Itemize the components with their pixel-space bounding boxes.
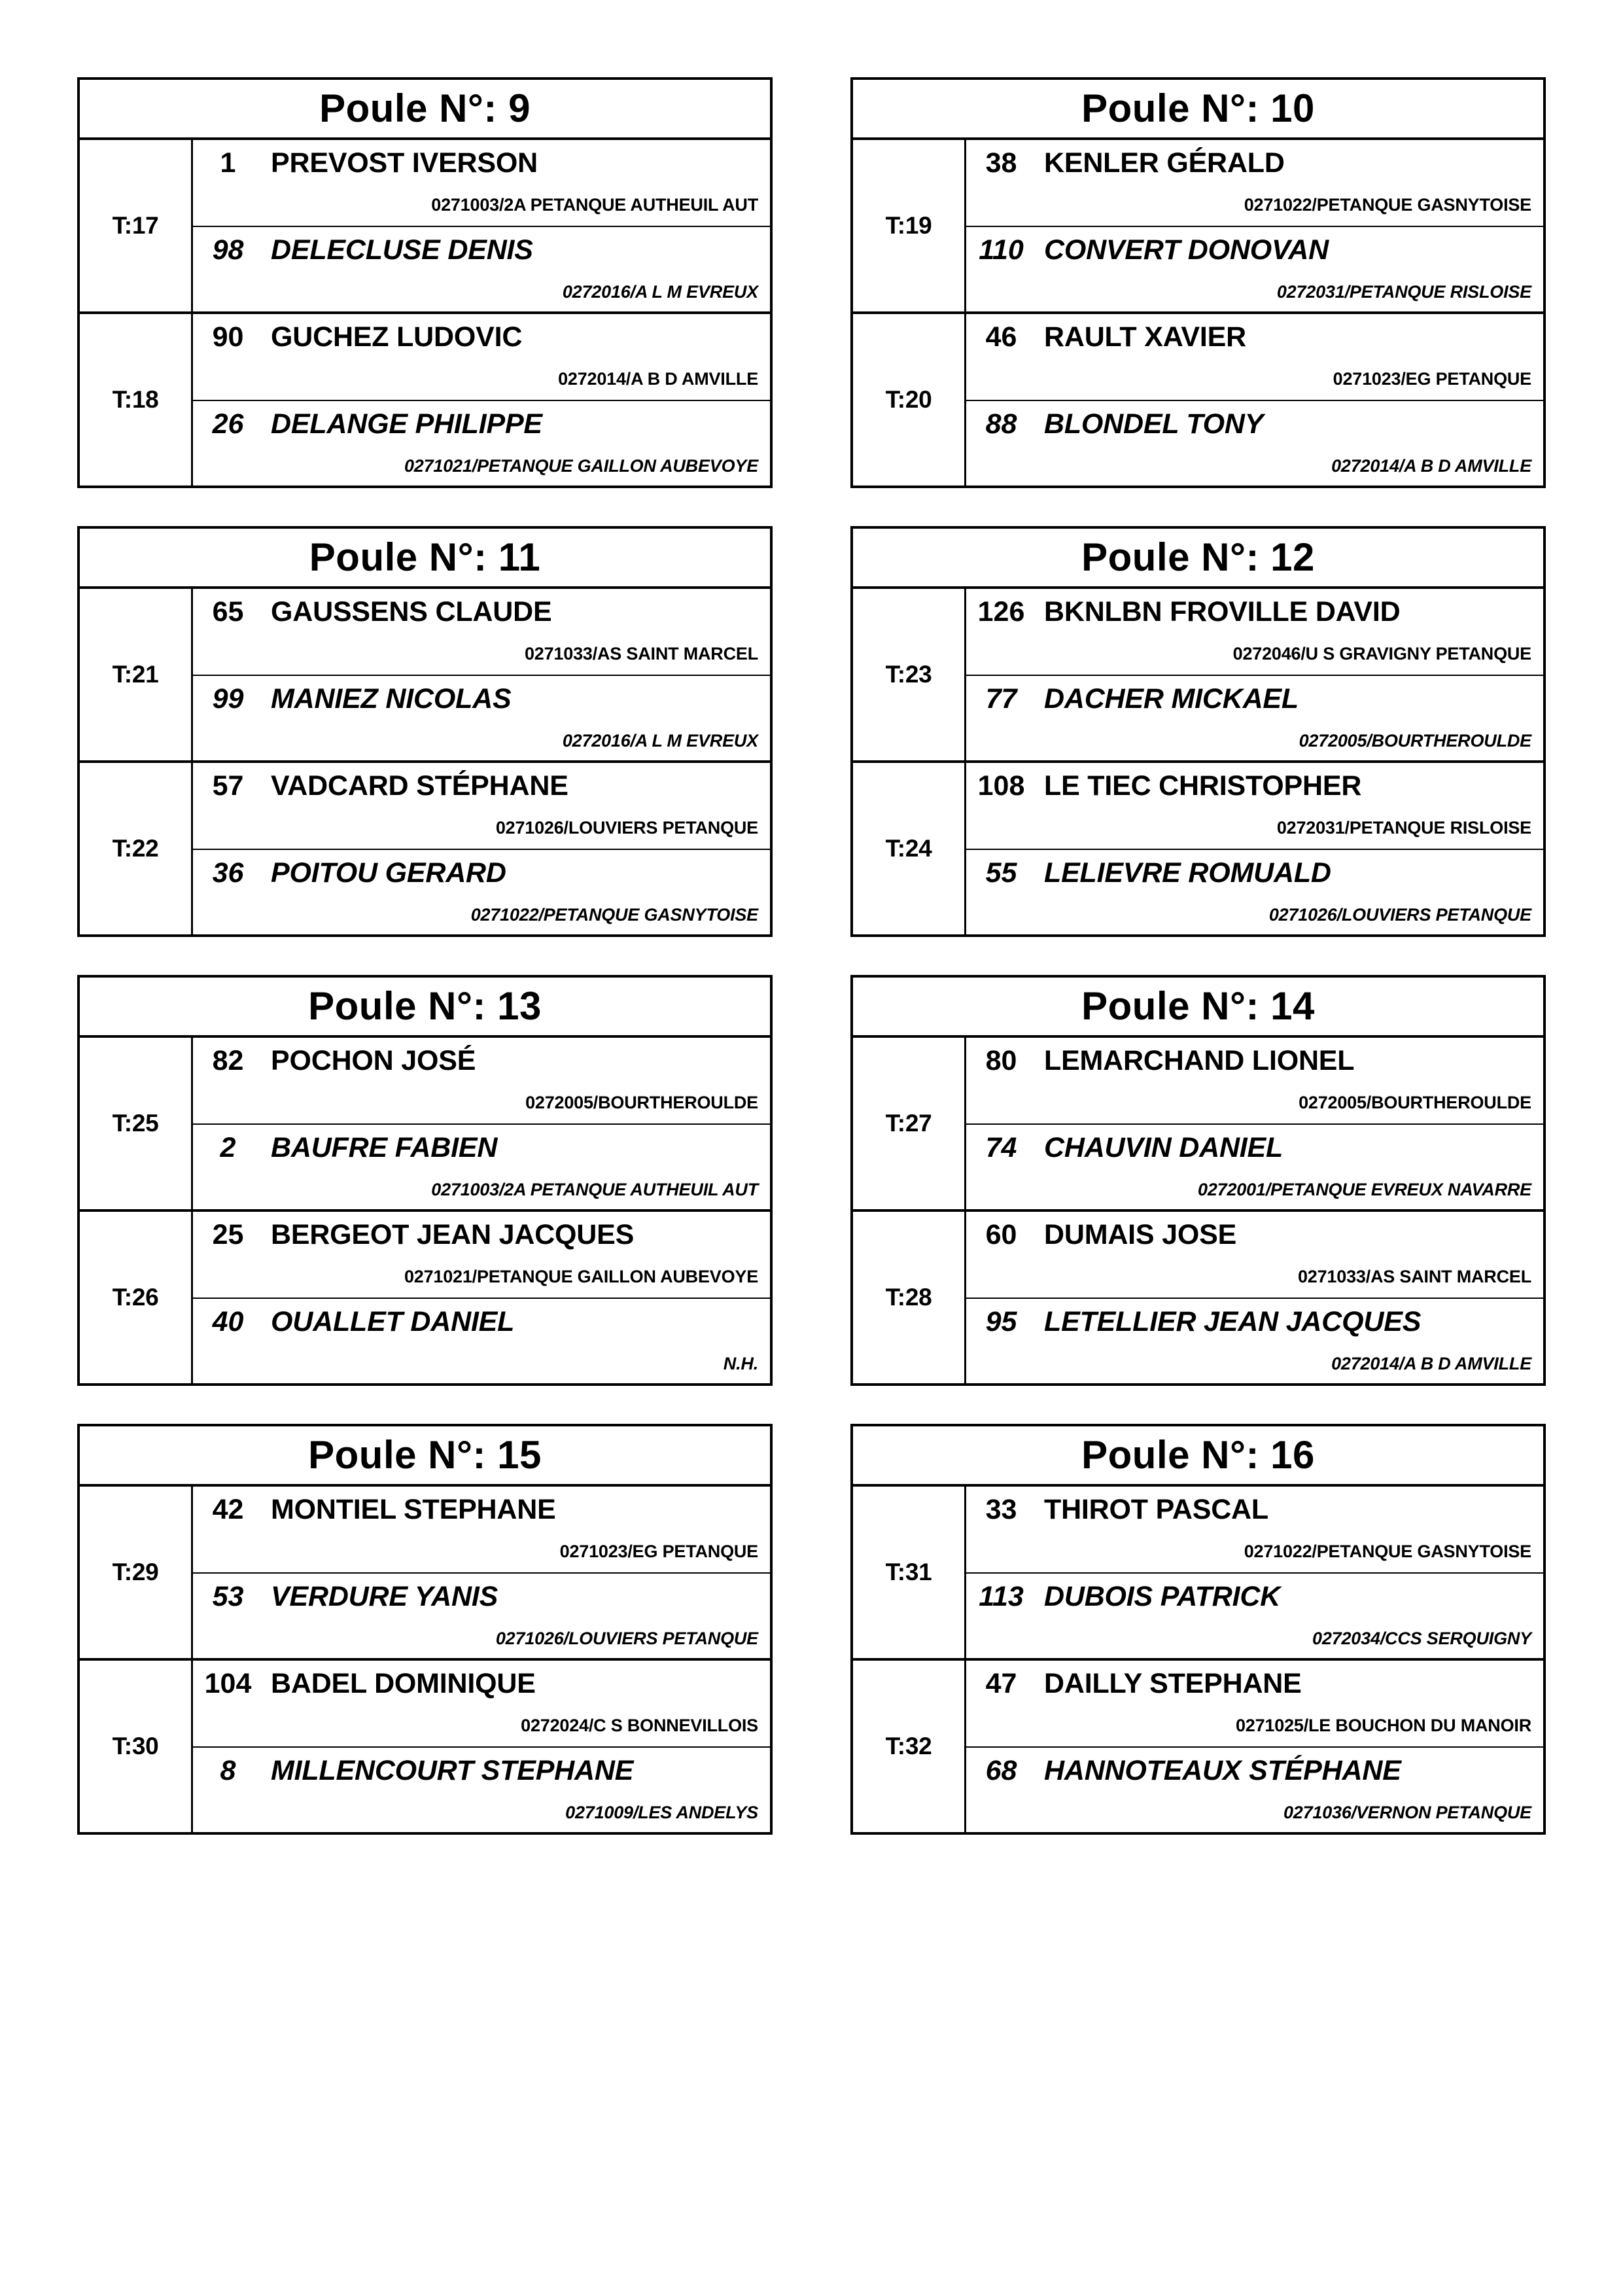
player-name: BAUFRE FABIEN <box>271 1132 498 1163</box>
poule-title-text: Poule N°: 11 <box>309 535 541 579</box>
poules-grid <box>77 77 1546 1835</box>
player-row <box>966 1746 1543 1832</box>
players-list <box>966 1038 1543 1209</box>
match-block <box>853 1658 1543 1832</box>
terrain-cell <box>853 314 966 486</box>
player-main-line <box>966 676 1531 719</box>
player-main-line <box>193 676 758 719</box>
terrain-label: T:26 <box>112 1284 159 1311</box>
players-list <box>966 763 1543 934</box>
players-list <box>193 1038 770 1209</box>
players-list <box>193 763 770 934</box>
player-main-line <box>966 227 1531 270</box>
player-main-line <box>193 227 758 270</box>
player-main-line <box>193 140 758 183</box>
players-list <box>193 314 770 486</box>
player-main-line <box>966 1487 1531 1530</box>
player-row <box>966 226 1543 311</box>
terrain-cell <box>80 140 193 311</box>
player-number: 25 <box>212 1219 244 1250</box>
terrain-label: T:31 <box>885 1559 932 1585</box>
poule-title-text: Poule N°: 9 <box>319 86 531 130</box>
player-row <box>193 1572 770 1658</box>
players-list <box>966 1487 1543 1658</box>
player-number: 99 <box>212 683 244 715</box>
player-number: 95 <box>985 1306 1017 1337</box>
player-main-line <box>966 1212 1531 1255</box>
player-club: 0271025/LE BOUCHON DU MANOIR <box>1235 1716 1531 1735</box>
player-name: VERDURE YANIS <box>271 1581 498 1612</box>
match-block <box>853 760 1543 934</box>
player-name: DACHER MICKAEL <box>1044 683 1299 715</box>
terrain-label: T:21 <box>112 661 159 688</box>
player-number: 88 <box>985 408 1017 440</box>
poule-card <box>77 1424 773 1835</box>
terrain-label: T:27 <box>885 1110 932 1137</box>
player-club: 0272046/U S GRAVIGNY PETANQUE <box>1232 644 1531 663</box>
player-club: 0271022/PETANQUE GASNYTOISE <box>470 905 758 925</box>
player-club: 0272014/A B D AMVILLE <box>558 369 758 389</box>
poule-title <box>80 80 770 140</box>
player-main-line <box>966 1748 1531 1791</box>
player-club: 0272005/BOURTHEROULDE <box>1299 731 1531 751</box>
player-name: BADEL DOMINIQUE <box>271 1668 536 1699</box>
player-row <box>966 675 1543 760</box>
players-list <box>966 140 1543 311</box>
terrain-cell <box>853 589 966 760</box>
player-number: 53 <box>212 1581 244 1612</box>
player-number: 68 <box>985 1755 1017 1786</box>
player-name: GUCHEZ LUDOVIC <box>271 321 523 353</box>
player-name: BLONDEL TONY <box>1044 408 1264 440</box>
match-block <box>853 1209 1543 1383</box>
poule-card <box>77 77 773 488</box>
player-name: OUALLET DANIEL <box>271 1306 515 1337</box>
match-block <box>80 311 770 486</box>
player-name: LELIEVRE ROMUALD <box>1044 857 1331 889</box>
player-main-line <box>966 1661 1531 1704</box>
player-number: 47 <box>985 1668 1017 1699</box>
terrain-cell <box>80 763 193 934</box>
poule-card <box>850 975 1546 1386</box>
player-row <box>193 1038 770 1123</box>
terrain-label: T:29 <box>112 1559 159 1585</box>
player-number: 42 <box>212 1494 244 1525</box>
player-main-line <box>966 314 1531 357</box>
player-main-line <box>193 1574 758 1617</box>
players-list <box>193 1661 770 1832</box>
player-row <box>966 1487 1543 1572</box>
poule-title-text: Poule N°: 14 <box>1081 984 1315 1028</box>
player-main-line <box>966 140 1531 183</box>
player-number: 55 <box>985 857 1017 889</box>
player-row <box>193 849 770 934</box>
player-club: 0272016/A L M EVREUX <box>562 731 758 751</box>
player-name: POCHON JOSÉ <box>271 1045 476 1076</box>
player-row <box>193 314 770 400</box>
player-name: DELANGE PHILIPPE <box>271 408 542 440</box>
player-main-line <box>966 1125 1531 1168</box>
terrain-cell <box>853 140 966 311</box>
match-block <box>853 1038 1543 1209</box>
player-main-line <box>966 589 1531 632</box>
terrain-label: T:20 <box>885 386 932 413</box>
player-main-line <box>966 1574 1531 1617</box>
player-club: 0272024/C S BONNEVILLOIS <box>521 1716 758 1735</box>
player-number: 60 <box>985 1219 1017 1250</box>
match-block <box>853 589 1543 760</box>
player-club: 0272016/A L M EVREUX <box>562 282 758 302</box>
poule-title <box>80 1426 770 1487</box>
poule-title-text: Poule N°: 16 <box>1081 1433 1315 1477</box>
terrain-label: T:28 <box>885 1284 932 1311</box>
player-number: 82 <box>212 1045 244 1076</box>
player-club: 0272005/BOURTHEROULDE <box>525 1093 758 1112</box>
player-number: 2 <box>220 1132 236 1163</box>
player-row <box>966 140 1543 226</box>
players-list <box>193 1212 770 1383</box>
player-name: KENLER GÉRALD <box>1044 147 1285 179</box>
player-number: 113 <box>979 1581 1024 1612</box>
player-club: 0271036/VERNON PETANQUE <box>1283 1803 1531 1822</box>
player-row <box>193 1746 770 1832</box>
player-number: 74 <box>985 1132 1017 1163</box>
player-name: GAUSSENS CLAUDE <box>271 596 552 627</box>
player-main-line <box>193 850 758 893</box>
match-block <box>853 1487 1543 1658</box>
terrain-label: T:25 <box>112 1110 159 1137</box>
player-club: 0271021/PETANQUE GAILLON AUBEVOYE <box>404 1267 758 1286</box>
player-name: DUMAIS JOSE <box>1044 1219 1237 1250</box>
poule-title-text: Poule N°: 13 <box>308 984 542 1028</box>
player-row <box>193 1123 770 1209</box>
player-club: 0271033/AS SAINT MARCEL <box>1297 1267 1531 1286</box>
poule-title-text: Poule N°: 12 <box>1081 535 1315 579</box>
player-number: 110 <box>979 234 1024 266</box>
player-main-line <box>966 1038 1531 1081</box>
player-number: 1 <box>220 147 236 179</box>
player-number: 33 <box>985 1494 1017 1525</box>
player-number: 46 <box>985 321 1017 353</box>
player-row <box>193 589 770 675</box>
player-main-line <box>966 401 1531 444</box>
player-club: 0271009/LES ANDELYS <box>565 1803 758 1822</box>
player-name: MANIEZ NICOLAS <box>271 683 512 715</box>
player-number: 40 <box>212 1306 244 1337</box>
match-block <box>853 311 1543 486</box>
player-club: 0271033/AS SAINT MARCEL <box>524 644 758 663</box>
player-row <box>193 226 770 311</box>
player-name: BERGEOT JEAN JACQUES <box>271 1219 635 1250</box>
player-name: LEMARCHAND LIONEL <box>1044 1045 1355 1076</box>
player-main-line <box>193 589 758 632</box>
player-club: 0271022/PETANQUE GASNYTOISE <box>1244 1542 1531 1561</box>
terrain-cell <box>80 589 193 760</box>
players-list <box>966 1661 1543 1832</box>
player-club: 0272034/CCS SERQUIGNY <box>1312 1629 1531 1648</box>
terrain-cell <box>853 1038 966 1209</box>
terrain-cell <box>80 314 193 486</box>
player-row <box>193 1298 770 1383</box>
player-name: BKNLBN FROVILLE DAVID <box>1044 596 1401 627</box>
terrain-label: T:23 <box>885 661 932 688</box>
player-name: VADCARD STÉPHANE <box>271 770 568 802</box>
poule-card <box>77 975 773 1386</box>
poule-title <box>853 529 1543 589</box>
player-row <box>966 1572 1543 1658</box>
player-number: 38 <box>985 147 1017 179</box>
player-row <box>193 1212 770 1298</box>
terrain-cell <box>853 1661 966 1832</box>
player-name: DELECLUSE DENIS <box>271 234 533 266</box>
poule-card <box>850 77 1546 488</box>
player-row <box>966 1212 1543 1298</box>
player-club: N.H. <box>723 1354 758 1373</box>
terrain-label: T:32 <box>885 1733 932 1759</box>
terrain-label: T:30 <box>112 1733 159 1759</box>
player-row <box>193 1661 770 1746</box>
poule-title-text: Poule N°: 10 <box>1081 86 1315 130</box>
player-number: 98 <box>212 234 244 266</box>
player-number: 77 <box>985 683 1017 715</box>
terrain-cell <box>853 1212 966 1383</box>
player-club: 0271023/EG PETANQUE <box>559 1542 758 1561</box>
players-list <box>193 1487 770 1658</box>
player-number: 104 <box>204 1668 252 1699</box>
player-main-line <box>193 1125 758 1168</box>
terrain-label: T:19 <box>885 212 932 239</box>
match-block <box>80 1038 770 1209</box>
terrain-label: T:24 <box>885 835 932 862</box>
player-club: 0272031/PETANQUE RISLOISE <box>1276 818 1531 838</box>
player-club: 0271003/2A PETANQUE AUTHEUIL AUT <box>431 1180 758 1199</box>
player-club: 0271023/EG PETANQUE <box>1333 369 1531 389</box>
terrain-label: T:22 <box>112 835 159 862</box>
poule-card <box>850 526 1546 937</box>
match-block <box>80 589 770 760</box>
poule-title <box>80 529 770 589</box>
poule-title-text: Poule N°: 15 <box>308 1433 542 1477</box>
player-number: 36 <box>212 857 244 889</box>
match-block <box>80 1658 770 1832</box>
player-main-line <box>193 401 758 444</box>
player-row <box>193 763 770 849</box>
player-main-line <box>966 763 1531 806</box>
player-club: 0272014/A B D AMVILLE <box>1331 1354 1531 1373</box>
player-row <box>966 1661 1543 1746</box>
player-name: DUBOIS PATRICK <box>1044 1581 1281 1612</box>
match-block <box>853 140 1543 311</box>
player-name: LETELLIER JEAN JACQUES <box>1044 1306 1422 1337</box>
player-name: MONTIEL STEPHANE <box>271 1494 556 1525</box>
player-club: 0271026/LOUVIERS PETANQUE <box>495 818 758 838</box>
player-club: 0272031/PETANQUE RISLOISE <box>1276 282 1531 302</box>
players-list <box>193 589 770 760</box>
player-main-line <box>193 1661 758 1704</box>
player-name: RAULT XAVIER <box>1044 321 1246 353</box>
player-row <box>193 1487 770 1572</box>
terrain-cell <box>80 1212 193 1383</box>
terrain-cell <box>853 1487 966 1658</box>
poule-title <box>853 80 1543 140</box>
player-row <box>193 400 770 486</box>
player-name: THIROT PASCAL <box>1044 1494 1268 1525</box>
terrain-cell <box>853 763 966 934</box>
player-row <box>193 140 770 226</box>
player-row <box>966 849 1543 934</box>
player-row <box>966 1298 1543 1383</box>
player-main-line <box>193 1212 758 1255</box>
match-block <box>80 140 770 311</box>
player-club: 0272001/PETANQUE EVREUX NAVARRE <box>1198 1180 1531 1199</box>
player-main-line <box>193 314 758 357</box>
players-list <box>966 589 1543 760</box>
player-number: 108 <box>977 770 1025 802</box>
terrain-label: T:18 <box>112 386 159 413</box>
player-name: HANNOTEAUX STÉPHANE <box>1044 1755 1401 1786</box>
player-row <box>193 675 770 760</box>
match-block <box>80 1209 770 1383</box>
terrain-cell <box>80 1661 193 1832</box>
player-number: 65 <box>212 596 244 627</box>
player-club: 0271026/LOUVIERS PETANQUE <box>1268 905 1531 925</box>
match-block <box>80 1487 770 1658</box>
player-row <box>966 1038 1543 1123</box>
player-row <box>966 763 1543 849</box>
player-number: 8 <box>220 1755 236 1786</box>
poule-card <box>850 1424 1546 1835</box>
player-name: DAILLY STEPHANE <box>1044 1668 1302 1699</box>
player-name: POITOU GERARD <box>271 857 506 889</box>
player-name: LE TIEC CHRISTOPHER <box>1044 770 1362 802</box>
poule-title <box>853 1426 1543 1487</box>
player-club: 0272014/A B D AMVILLE <box>1331 456 1531 476</box>
player-main-line <box>966 1299 1531 1342</box>
player-number: 57 <box>212 770 244 802</box>
player-row <box>966 314 1543 400</box>
player-row <box>966 1123 1543 1209</box>
player-club: 0271021/PETANQUE GAILLON AUBEVOYE <box>404 456 758 476</box>
poule-card <box>77 526 773 937</box>
player-club: 0271026/LOUVIERS PETANQUE <box>495 1629 758 1648</box>
poule-title <box>853 978 1543 1038</box>
player-main-line <box>193 1748 758 1791</box>
player-number: 90 <box>212 321 244 353</box>
player-number: 126 <box>977 596 1025 627</box>
player-row <box>966 400 1543 486</box>
players-list <box>966 314 1543 486</box>
player-main-line <box>193 1487 758 1530</box>
terrain-cell <box>80 1038 193 1209</box>
player-club: 0271003/2A PETANQUE AUTHEUIL AUT <box>431 195 758 215</box>
player-club: 0272005/BOURTHEROULDE <box>1299 1093 1531 1112</box>
players-list <box>966 1212 1543 1383</box>
player-number: 26 <box>212 408 244 440</box>
player-club: 0271022/PETANQUE GASNYTOISE <box>1244 195 1531 215</box>
match-block <box>80 760 770 934</box>
player-main-line <box>966 850 1531 893</box>
player-name: PREVOST IVERSON <box>271 147 538 179</box>
player-name: CHAUVIN DANIEL <box>1044 1132 1283 1163</box>
player-row <box>966 589 1543 675</box>
players-list <box>193 140 770 311</box>
player-main-line <box>193 1299 758 1342</box>
player-main-line <box>193 1038 758 1081</box>
terrain-cell <box>80 1487 193 1658</box>
poule-title <box>80 978 770 1038</box>
terrain-label: T:17 <box>112 212 159 239</box>
player-number: 80 <box>985 1045 1017 1076</box>
player-main-line <box>193 763 758 806</box>
player-name: MILLENCOURT STEPHANE <box>271 1755 634 1786</box>
player-name: CONVERT DONOVAN <box>1044 234 1329 266</box>
